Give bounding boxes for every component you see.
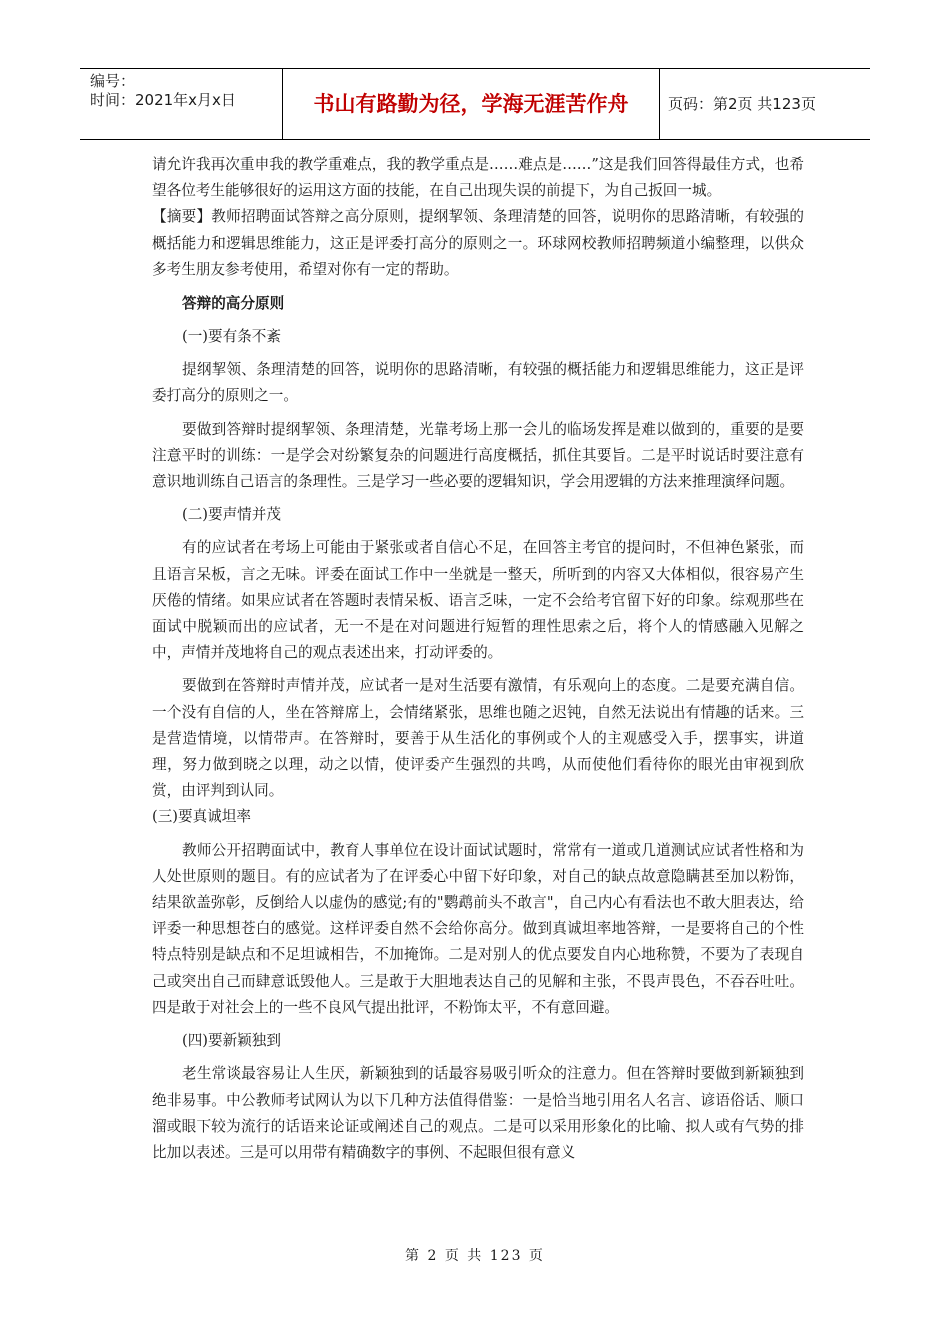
document-time-label: 时间：2021年x月x日 [90,91,236,109]
section-3-heading: (三)要真诚坦率 [152,808,251,826]
section-2-heading: (二)要声情并茂 [182,506,281,524]
section-2-paragraph-2: 要做到在答辩时声情并茂，应试者一是对生活要有激情，有乐观向上的态度。二是要充满自信。一个没有自信的人，坐在答辩席上，会情绪紧张，思维也随之迟钝，自然无法说出有情趣的话来。三是营造情境，以情带声。在答辩时，要善于从生活化的事例或个人的主观感受入手，摆事实，讲道理，努力做到晓之以理，动之以情，使评委产生强烈的共鸣，从而使他们看待你的眼光由审视到欣赏，由评判到认同。 [152,677,804,800]
section-1-paragraph-1: 提纲挈领、条理清楚的回答，说明你的思路清晰，有较强的概括能力和逻辑思维能力，这正是评委打高分的原则之一。 [152,361,804,405]
summary-paragraph: 【摘要】教师招聘面试答辩之高分原则，提纲挈领、条理清楚的回答，说明你的思路清晰，有较强的概括能力和逻辑思维能力，这正是评委打高分的原则之一。环球网校教师招聘频道小编整理，以供众多考生朋友参考使用，希望对你有一定的帮助。 [152,208,804,278]
page-header [80,68,870,140]
header-page-info: 页码：第2页 共123页 [668,95,816,113]
section-4-paragraph-1: 老生常谈最容易让人生厌，新颖独到的话最容易吸引听众的注意力。但在答辩时要做到新颖独到绝非易事。中公教师考试网认为以下几种方法值得借鉴：一是恰当地引用名人名言、谚语俗话、顺口溜或眼下较为流行的话语来论证或阐述自己的观点。二是可以采用形象化的比喻、拟人或有气势的排比加以表述。三是可以用带有精确数字的事例、不起眼但很有意义 [152,1065,804,1161]
section-2-paragraph-1: 有的应试者在考场上可能由于紧张或者自信心不足，在回答主考官的提问时，不但神色紧张，而且语言呆板，言之无味。评委在面试工作中一坐就是一整天，所听到的内容又大体相似，很容易产生厌倦的情绪。如果应试者在答题时表情呆板、语言乏味，一定不会给考官留下好的印象。综观那些在面试中脱颖而出的应试者，无一不是在对问题进行短暂的理性思索之后，将个人的情感融入见解之中，声情并茂地将自己的观点表述出来，打动评委的。 [152,539,804,662]
document-body [152,152,804,1166]
header-motto: 书山有路勤为径，学海无涯苦作舟 [282,69,660,139]
header-meta [80,69,282,139]
section-1-paragraph-2: 要做到答辩时提纲挈领、条理清楚，光靠考场上那一会儿的临场发挥是难以做到的，重要的是要注意平时的训练：一是学会对纷繁复杂的问题进行高度概括，抓住其要旨。二是平时说话时要注意有意识地训练自己语言的条理性。三是学习一些必要的逻辑知识，学会用逻辑的方法来推理演绎问题。 [152,420,804,491]
section-1-heading: (一)要有条不紊 [182,328,281,346]
section-4-heading: (四)要新颖独到 [182,1032,281,1050]
document-code-label: 编号： [90,72,136,90]
section-title: 答辩的高分原则 [182,295,285,313]
page-footer: 第 2 页 共 123 页 [405,1248,545,1264]
section-3-paragraph-1: 教师公开招聘面试中，教育人事单位在设计面试试题时，常常有一道或几道测试应试者性格和为人处世原则的题目。有的应试者为了在评委心中留下好印象，对自己的缺点故意隐瞒甚至加以粉饰，结果欲盖弥彰，反倒给人以虚伪的感觉;有的"鹦鹉前头不敢言"，自己内心有看法也不敢大胆表达，给评委一种思想苍白的感觉。这样评委自然不会给你高分。做到真诚坦率地答辩，一是要将自己的个性特点特别是缺点和不足坦诚相告，不加掩饰。二是对别人的优点要发自内心地称赞，不要为了表现自己或突出自己而肆意诋毁他人。三是敢于大胆地表达自己的见解和主张，不畏声畏色，不吞吞吐吐。四是敢于对社会上的一些不良风气提出批评，不粉饰太平，不有意回避。 [152,841,804,1016]
intro-paragraph: 请允许我再次重申我的教学重难点，我的教学重点是……难点是……”这是我们回答得最佳方式，也希望各位考生能够很好的运用这方面的技能，在自己出现失误的前提下，为自己扳回一城。 [152,156,804,200]
